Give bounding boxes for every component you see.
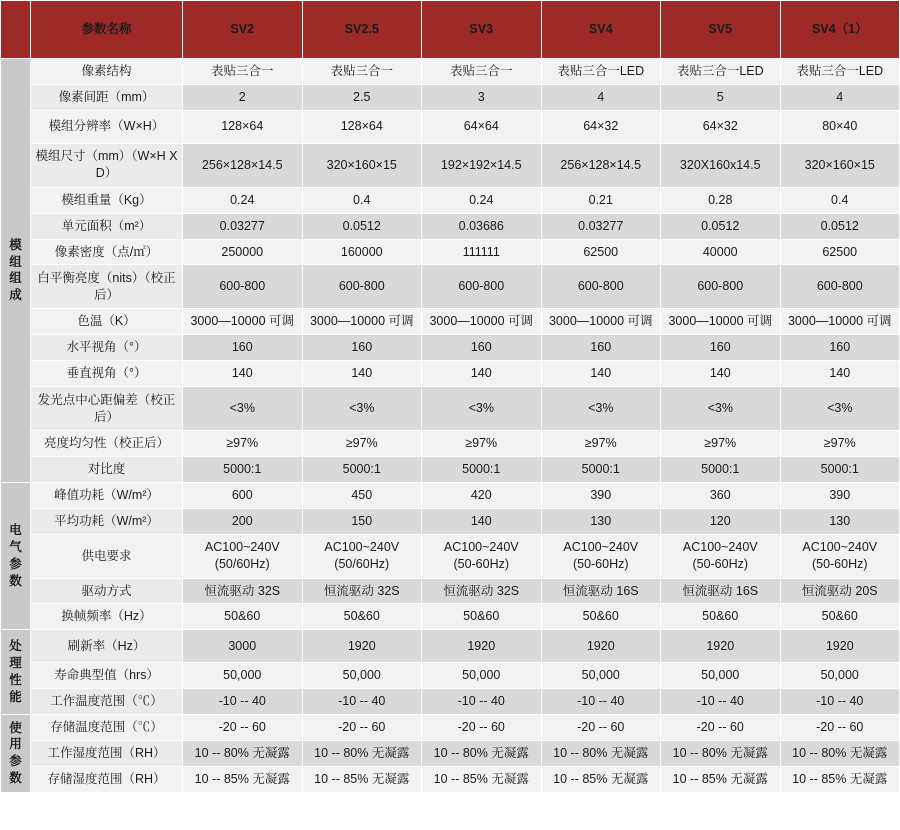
value-cell: 130 (780, 508, 900, 534)
table-row (1, 508, 900, 534)
value-cell: 360 (661, 482, 781, 508)
value-cell: 恒流驱动 32S (183, 578, 303, 604)
table-row (1, 265, 900, 309)
value-cell: 160 (780, 335, 900, 361)
value-cell: 140 (541, 361, 661, 387)
value-cell: 10 -- 85% 无凝露 (302, 766, 422, 792)
value-cell: 120 (661, 508, 781, 534)
param-name-cell: 单元面积（m²） (31, 213, 183, 239)
table-header (1, 1, 900, 59)
value-cell: 320×160×15 (302, 143, 422, 187)
param-name-cell: 亮度均匀性（校正后） (31, 431, 183, 457)
value-cell: -10 -- 40 (302, 689, 422, 715)
value-cell: 恒流驱动 20S (780, 578, 900, 604)
value-cell: 390 (780, 482, 900, 508)
value-cell: -10 -- 40 (661, 689, 781, 715)
value-cell: 111111 (422, 239, 542, 265)
table-row (1, 59, 900, 85)
value-cell: 10 -- 80% 无凝露 (302, 740, 422, 766)
value-cell: <3% (422, 387, 542, 431)
value-cell: 160 (302, 335, 422, 361)
header-col-4: SV5 (661, 1, 781, 59)
param-name-cell: 对比度 (31, 456, 183, 482)
param-name-cell: 像素间距（mm） (31, 84, 183, 110)
value-cell: -20 -- 60 (183, 715, 303, 741)
value-cell: 0.21 (541, 187, 661, 213)
value-cell: 62500 (541, 239, 661, 265)
value-cell: 320×160×15 (780, 143, 900, 187)
value-cell: -20 -- 60 (780, 715, 900, 741)
value-cell: 表贴三合一 (422, 59, 542, 85)
table-row (1, 534, 900, 578)
value-cell: 600-800 (183, 265, 303, 309)
table-row (1, 456, 900, 482)
value-cell: <3% (661, 387, 781, 431)
value-cell: 50,000 (302, 663, 422, 689)
value-cell: 600-800 (780, 265, 900, 309)
value-cell: 10 -- 85% 无凝露 (780, 766, 900, 792)
header-col-3: SV4 (541, 1, 661, 59)
param-name-cell: 驱动方式 (31, 578, 183, 604)
value-cell: 130 (541, 508, 661, 534)
param-name-cell: 水平视角（°） (31, 335, 183, 361)
param-name-cell: 白平衡亮度（nits）（校正后） (31, 265, 183, 309)
value-cell: 50,000 (780, 663, 900, 689)
value-cell: 192×192×14.5 (422, 143, 542, 187)
table-row (1, 766, 900, 792)
row-group-label: 电气参数 (1, 482, 31, 630)
value-cell: 3000—10000 可调 (661, 309, 781, 335)
value-cell: 表贴三合一LED (780, 59, 900, 85)
value-cell: 5000:1 (302, 456, 422, 482)
value-cell: 0.0512 (302, 213, 422, 239)
header-group-column (1, 1, 31, 59)
value-cell: -10 -- 40 (780, 689, 900, 715)
value-cell: 64×64 (422, 110, 542, 143)
value-cell: AC100~240V (50-60Hz) (780, 534, 900, 578)
value-cell: 600-800 (541, 265, 661, 309)
value-cell: 80×40 (780, 110, 900, 143)
value-cell: 表贴三合一LED (661, 59, 781, 85)
value-cell: <3% (541, 387, 661, 431)
param-name-cell: 发光点中心距偏差（校正后） (31, 387, 183, 431)
value-cell: 0.24 (183, 187, 303, 213)
value-cell: ≥97% (541, 431, 661, 457)
value-cell: ≥97% (780, 431, 900, 457)
value-cell: -20 -- 60 (422, 715, 542, 741)
value-cell: 恒流驱动 32S (422, 578, 542, 604)
param-name-cell: 工作温度范围（℃） (31, 689, 183, 715)
param-name-cell: 刷新率（Hz） (31, 630, 183, 663)
value-cell: 5 (661, 84, 781, 110)
value-cell: 140 (780, 361, 900, 387)
value-cell: AC100~240V (50-60Hz) (422, 534, 542, 578)
value-cell: 0.0512 (661, 213, 781, 239)
value-cell: 160 (661, 335, 781, 361)
value-cell: 200 (183, 508, 303, 534)
value-cell: 5000:1 (780, 456, 900, 482)
value-cell: 1920 (541, 630, 661, 663)
value-cell: 600 (183, 482, 303, 508)
value-cell: 恒流驱动 16S (541, 578, 661, 604)
value-cell: 0.03686 (422, 213, 542, 239)
value-cell: 1920 (780, 630, 900, 663)
value-cell: 3000 (183, 630, 303, 663)
table-row (1, 309, 900, 335)
value-cell: 0.0512 (780, 213, 900, 239)
value-cell: 3 (422, 84, 542, 110)
value-cell: 10 -- 80% 无凝露 (541, 740, 661, 766)
param-name-cell: 存储湿度范围（RH） (31, 766, 183, 792)
table-body (1, 59, 900, 793)
row-group-label: 处理性能 (1, 630, 31, 715)
value-cell: 10 -- 85% 无凝露 (541, 766, 661, 792)
value-cell: 5000:1 (541, 456, 661, 482)
param-name-cell: 寿命典型值（hrs） (31, 663, 183, 689)
value-cell: <3% (302, 387, 422, 431)
table-row (1, 578, 900, 604)
value-cell: 50,000 (422, 663, 542, 689)
value-cell: 50&60 (183, 604, 303, 630)
value-cell: 128×64 (302, 110, 422, 143)
table-row (1, 143, 900, 187)
param-name-cell: 换帧频率（Hz） (31, 604, 183, 630)
param-name-cell: 平均功耗（W/m²） (31, 508, 183, 534)
value-cell: AC100~240V (50/60Hz) (302, 534, 422, 578)
value-cell: <3% (780, 387, 900, 431)
value-cell: -10 -- 40 (183, 689, 303, 715)
table-row (1, 431, 900, 457)
value-cell: 160000 (302, 239, 422, 265)
param-name-cell: 模组重量（Kg） (31, 187, 183, 213)
value-cell: 160 (183, 335, 303, 361)
value-cell: 2 (183, 84, 303, 110)
value-cell: 450 (302, 482, 422, 508)
value-cell: 140 (302, 361, 422, 387)
value-cell: 1920 (422, 630, 542, 663)
value-cell: 50&60 (422, 604, 542, 630)
table-row (1, 213, 900, 239)
value-cell: 0.28 (661, 187, 781, 213)
value-cell: 50,000 (661, 663, 781, 689)
table-row (1, 239, 900, 265)
table-row (1, 187, 900, 213)
param-name-cell: 峰值功耗（W/m²） (31, 482, 183, 508)
row-group-label: 使用参数 (1, 715, 31, 793)
value-cell: 0.4 (302, 187, 422, 213)
value-cell: 600-800 (422, 265, 542, 309)
value-cell: 64×32 (661, 110, 781, 143)
param-name-cell: 像素密度（点/㎡） (31, 239, 183, 265)
value-cell: 表贴三合一LED (541, 59, 661, 85)
value-cell: 表贴三合一 (302, 59, 422, 85)
value-cell: -20 -- 60 (302, 715, 422, 741)
value-cell: 5000:1 (422, 456, 542, 482)
header-col-0: SV2 (183, 1, 303, 59)
param-name-cell: 像素结构 (31, 59, 183, 85)
table-header-row (1, 1, 900, 59)
value-cell: 5000:1 (183, 456, 303, 482)
value-cell: -20 -- 60 (541, 715, 661, 741)
value-cell: AC100~240V (50-60Hz) (541, 534, 661, 578)
value-cell: 恒流驱动 32S (302, 578, 422, 604)
row-group-label: 模组组成 (1, 59, 31, 483)
value-cell: 50&60 (302, 604, 422, 630)
value-cell: 0.03277 (541, 213, 661, 239)
value-cell: 320X160x14.5 (661, 143, 781, 187)
value-cell: 0.03277 (183, 213, 303, 239)
table-row (1, 361, 900, 387)
header-param-name: 参数名称 (31, 1, 183, 59)
value-cell: 3000—10000 可调 (780, 309, 900, 335)
value-cell: 10 -- 85% 无凝露 (183, 766, 303, 792)
value-cell: 140 (661, 361, 781, 387)
value-cell: 128×64 (183, 110, 303, 143)
value-cell: ≥97% (302, 431, 422, 457)
value-cell: AC100~240V (50/60Hz) (183, 534, 303, 578)
value-cell: 140 (422, 361, 542, 387)
value-cell: 62500 (780, 239, 900, 265)
value-cell: 3000—10000 可调 (183, 309, 303, 335)
value-cell: -10 -- 40 (422, 689, 542, 715)
param-name-cell: 供电要求 (31, 534, 183, 578)
table-row (1, 715, 900, 741)
value-cell: 50,000 (541, 663, 661, 689)
value-cell: ≥97% (183, 431, 303, 457)
header-col-2: SV3 (422, 1, 542, 59)
header-col-5: SV4（1） (780, 1, 900, 59)
value-cell: 1920 (302, 630, 422, 663)
value-cell: 160 (541, 335, 661, 361)
value-cell: 10 -- 80% 无凝露 (422, 740, 542, 766)
value-cell: 64×32 (541, 110, 661, 143)
table-row (1, 110, 900, 143)
value-cell: 390 (541, 482, 661, 508)
value-cell: 表贴三合一 (183, 59, 303, 85)
value-cell: 3000—10000 可调 (302, 309, 422, 335)
value-cell: ≥97% (422, 431, 542, 457)
param-name-cell: 垂直视角（°） (31, 361, 183, 387)
value-cell: 50,000 (183, 663, 303, 689)
value-cell: 50&60 (661, 604, 781, 630)
param-name-cell: 模组尺寸（mm）（W×H X D） (31, 143, 183, 187)
param-name-cell: 色温（K） (31, 309, 183, 335)
value-cell: -20 -- 60 (661, 715, 781, 741)
value-cell: 10 -- 85% 无凝露 (422, 766, 542, 792)
value-cell: 3000—10000 可调 (541, 309, 661, 335)
value-cell: 恒流驱动 16S (661, 578, 781, 604)
value-cell: 10 -- 80% 无凝露 (183, 740, 303, 766)
value-cell: 250000 (183, 239, 303, 265)
table-row (1, 604, 900, 630)
param-name-cell: 存储温度范围（℃） (31, 715, 183, 741)
value-cell: 10 -- 80% 无凝露 (780, 740, 900, 766)
value-cell: 256×128×14.5 (183, 143, 303, 187)
value-cell: 4 (541, 84, 661, 110)
value-cell: 50&60 (780, 604, 900, 630)
table-row (1, 335, 900, 361)
table-row (1, 689, 900, 715)
table-row (1, 630, 900, 663)
header-col-1: SV2.5 (302, 1, 422, 59)
value-cell: 140 (422, 508, 542, 534)
value-cell: AC100~240V (50-60Hz) (661, 534, 781, 578)
value-cell: 3000—10000 可调 (422, 309, 542, 335)
value-cell: 0.24 (422, 187, 542, 213)
value-cell: ≥97% (661, 431, 781, 457)
table-row (1, 84, 900, 110)
table-row (1, 740, 900, 766)
value-cell: 40000 (661, 239, 781, 265)
param-name-cell: 工作湿度范围（RH） (31, 740, 183, 766)
param-name-cell: 模组分辨率（W×H） (31, 110, 183, 143)
value-cell: 420 (422, 482, 542, 508)
value-cell: 10 -- 85% 无凝露 (661, 766, 781, 792)
table-row (1, 663, 900, 689)
value-cell: 2.5 (302, 84, 422, 110)
value-cell: 5000:1 (661, 456, 781, 482)
value-cell: 160 (422, 335, 542, 361)
value-cell: 256×128×14.5 (541, 143, 661, 187)
table-row (1, 387, 900, 431)
value-cell: 10 -- 80% 无凝露 (661, 740, 781, 766)
value-cell: 150 (302, 508, 422, 534)
value-cell: -10 -- 40 (541, 689, 661, 715)
value-cell: 4 (780, 84, 900, 110)
value-cell: 600-800 (302, 265, 422, 309)
value-cell: 50&60 (541, 604, 661, 630)
value-cell: 1920 (661, 630, 781, 663)
value-cell: 140 (183, 361, 303, 387)
value-cell: <3% (183, 387, 303, 431)
value-cell: 0.4 (780, 187, 900, 213)
value-cell: 600-800 (661, 265, 781, 309)
table-row (1, 482, 900, 508)
